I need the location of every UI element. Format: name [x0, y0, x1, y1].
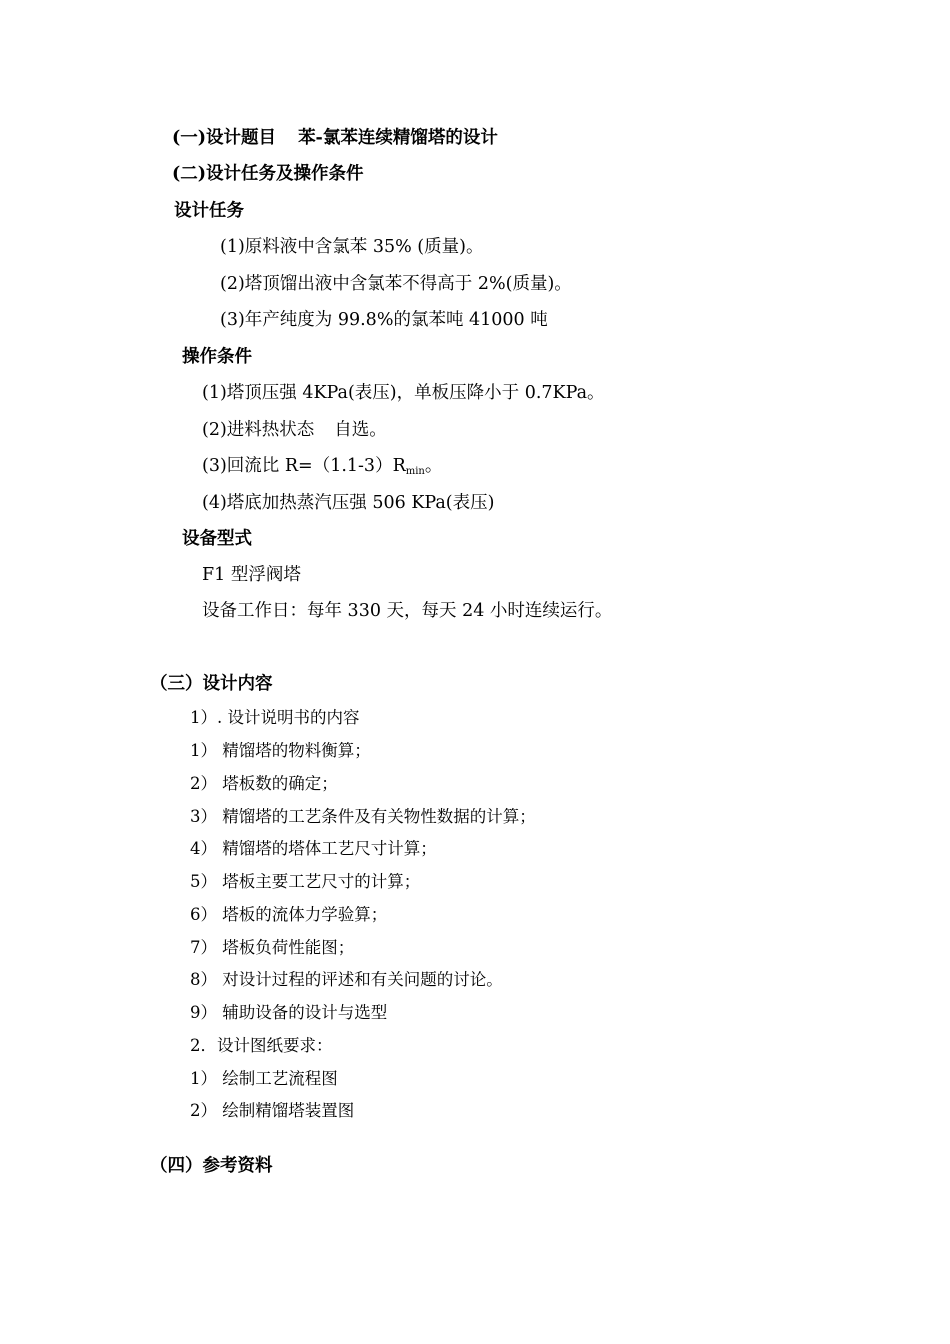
content-item: 1）. 设计说明书的内容: [190, 708, 360, 727]
section-3-heading: （三）设计内容: [150, 674, 273, 694]
content-item: 4） 精馏塔的塔体工艺尺寸计算；: [190, 839, 437, 858]
condition-heading: 操作条件: [182, 347, 252, 367]
content-item: 5） 塔板主要工艺尺寸的计算；: [190, 872, 421, 891]
section-4-heading: （四）参考资料: [150, 1156, 273, 1176]
design-topic-title: 苯-氯苯连续精馏塔的设计: [298, 128, 498, 148]
design-topic-heading: (一)设计题目: [172, 128, 277, 148]
reflux-ratio-end: 。: [424, 456, 443, 476]
condition-item-1: (1)塔顶压强 4KPa(表压)，单板压降小于 0.7KPa。: [202, 383, 605, 403]
task-item-2: (2)塔顶馏出液中含氯苯不得高于 2%(质量)。: [220, 274, 572, 294]
content-item: 6） 塔板的流体力学验算；: [190, 905, 388, 924]
condition-item-2-label: (2)进料热状态: [202, 420, 315, 440]
content-item: 2） 绘制精馏塔装置图: [190, 1101, 355, 1120]
task-item-1: (1)原料液中含氯苯 35% (质量)。: [220, 237, 484, 257]
content-item: 2．设计图纸要求：: [190, 1036, 333, 1055]
task-heading: 设计任务: [174, 201, 244, 221]
equipment-item-2: 设备工作日：每年 330 天，每天 24 小时连续运行。: [202, 601, 613, 621]
design-topic-line: [172, 126, 498, 150]
section-2-heading: (二)设计任务及操作条件: [172, 164, 364, 184]
content-item: 7） 塔板负荷性能图；: [190, 938, 355, 957]
equipment-heading: 设备型式: [182, 529, 252, 549]
content-item: 8） 对设计过程的评述和有关问题的讨论。: [190, 970, 503, 989]
content-item: 9） 辅助设备的设计与选型: [190, 1003, 388, 1022]
content-item: 1） 精馏塔的物料衡算；: [190, 741, 371, 760]
reflux-ratio-text: (3)回流比 R=（1.1-3）R: [202, 456, 406, 476]
equipment-item-1: F1 型浮阀塔: [202, 565, 301, 585]
condition-item-3: [202, 454, 442, 478]
task-item-3: (3)年产纯度为 99.8%的氯苯吨 41000 吨: [220, 310, 548, 330]
condition-item-2: [202, 418, 387, 442]
content-item: 2） 塔板数的确定；: [190, 774, 338, 793]
condition-item-4: (4)塔底加热蒸汽压强 506 KPa(表压): [202, 493, 495, 513]
reflux-ratio-subscript: min: [405, 466, 425, 477]
condition-item-2-value: 自选。: [334, 420, 387, 440]
content-item: 3） 精馏塔的工艺条件及有关物性数据的计算；: [190, 807, 536, 826]
content-item: 1） 绘制工艺流程图: [190, 1069, 338, 1088]
